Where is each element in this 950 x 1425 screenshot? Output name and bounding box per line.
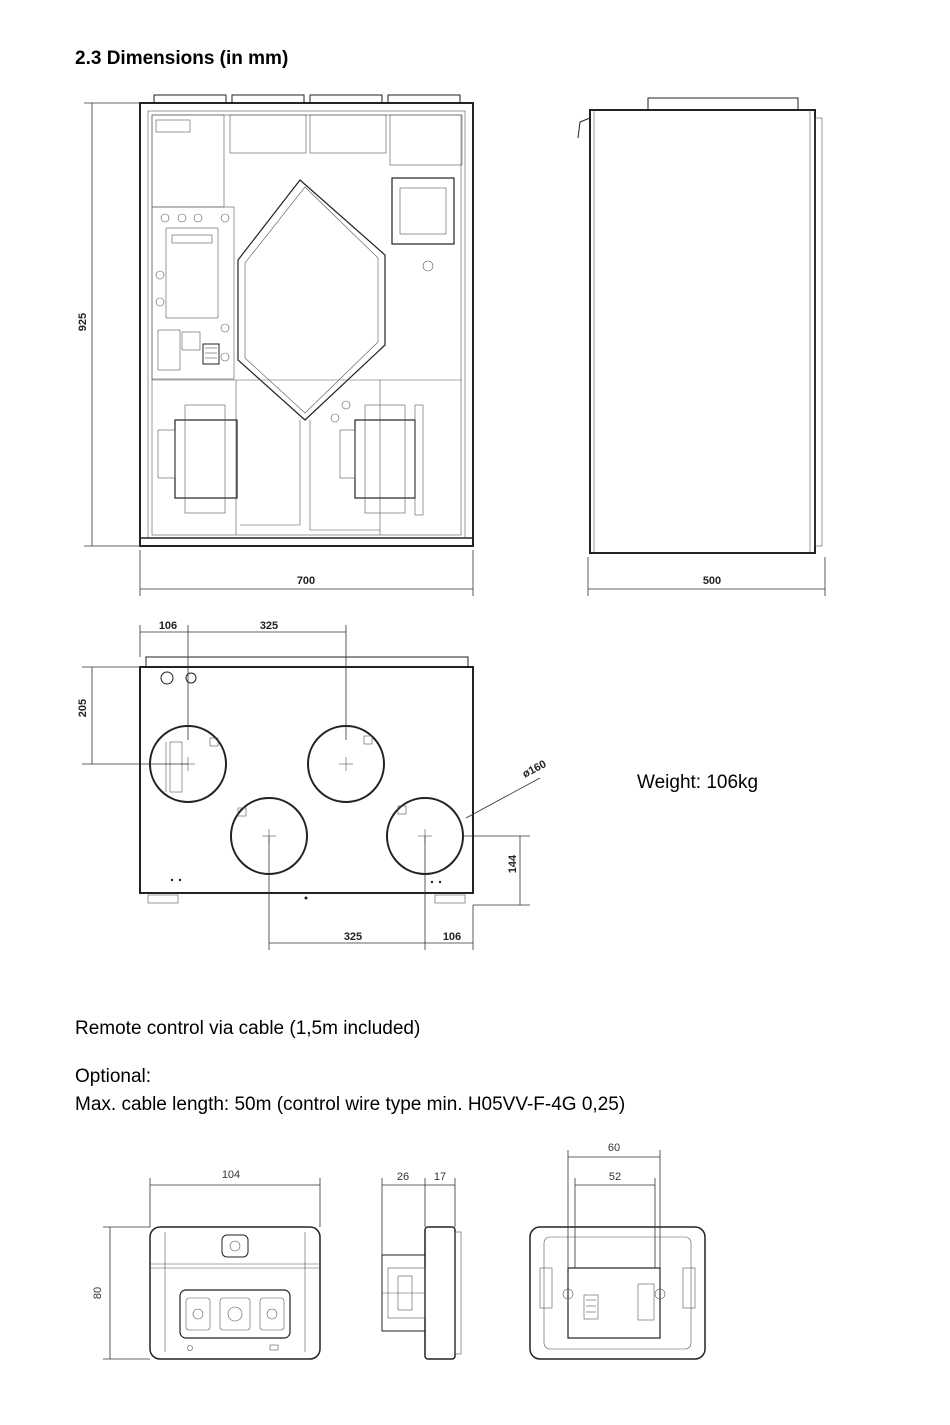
- remote-depth-17: 17: [433, 1171, 447, 1183]
- front-view-dimensions: [84, 103, 473, 596]
- cable-length-text: Max. cable length: 50m (control wire type min. H05VV-F-4G 0,25): [75, 1094, 626, 1115]
- diameter-label: ø160: [520, 758, 549, 781]
- top-view-drawing: [140, 657, 473, 903]
- top-dim-325: 325: [259, 620, 279, 632]
- remote-side-dimensions: [382, 1178, 455, 1255]
- remote-back-52: 52: [608, 1171, 622, 1183]
- top-dim-106: 106: [158, 620, 178, 632]
- top-view-dimensions: [82, 625, 540, 950]
- remote-depth-26: 26: [396, 1171, 410, 1183]
- weight-label: Weight: 106kg: [637, 772, 759, 793]
- remote-back-60: 60: [607, 1142, 621, 1154]
- remote-height-label: 80: [92, 1286, 104, 1300]
- bottom-dim-106: 106: [442, 931, 462, 943]
- remote-front-dimensions: [103, 1178, 320, 1359]
- remote-control-text: Remote control via cable (1,5m included): [75, 1018, 421, 1039]
- remote-back-drawing: [530, 1227, 705, 1359]
- remote-front-drawing: [150, 1227, 320, 1359]
- left-dim-205: 205: [77, 698, 89, 718]
- side-depth-label: 500: [702, 575, 722, 587]
- optional-label: Optional:: [75, 1066, 152, 1087]
- page-title: 2.3 Dimensions (in mm): [75, 48, 289, 69]
- front-height-label: 925: [77, 312, 89, 332]
- right-dim-144: 144: [507, 854, 519, 874]
- bottom-dim-325: 325: [343, 931, 363, 943]
- front-view-drawing: [140, 95, 473, 546]
- front-width-label: 700: [296, 575, 316, 587]
- side-view-drawing: [578, 98, 822, 553]
- remote-width-label: 104: [221, 1169, 241, 1181]
- remote-side-drawing: [382, 1227, 461, 1359]
